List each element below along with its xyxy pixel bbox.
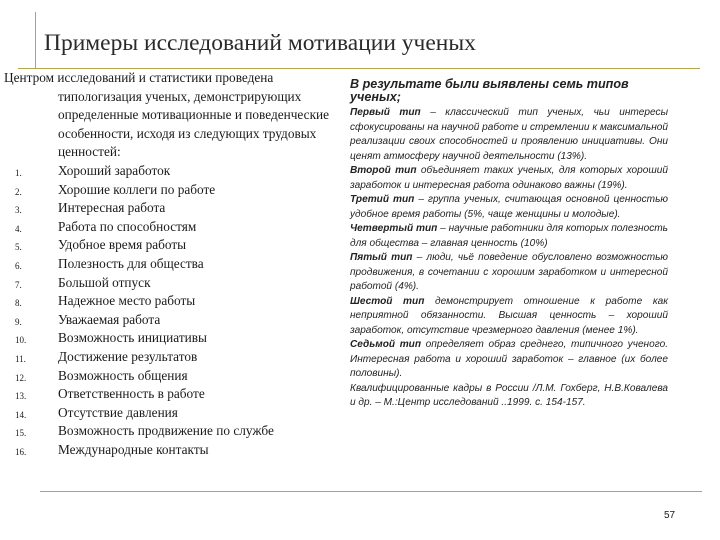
item-label: Возможность инициативы xyxy=(58,330,207,346)
item-number: 10. xyxy=(15,335,27,346)
item-number: 11. xyxy=(15,353,26,364)
item-number: 14. xyxy=(15,409,27,420)
footer-divider-line xyxy=(40,491,702,492)
type-name: Седьмой тип xyxy=(350,339,422,350)
item-label: Достижение результатов xyxy=(58,348,198,364)
source-citation: Квалифицированные кадры в России /Л.М. Гохберг, Н.В.Ковалева и др. – М.:Центр исследований ..1999. с. 154-157. xyxy=(350,382,668,408)
type-description: – люди, чьё поведение обусловлено возможностью продвижения, в сочетании с хорошим заработком и интересной работой (4%). xyxy=(350,252,668,292)
item-number: 6. xyxy=(15,260,22,271)
type-name: Пятый тип xyxy=(350,252,413,263)
item-label: Хороший заработок xyxy=(58,162,171,178)
list-item xyxy=(2,441,338,460)
slide-title: Примеры исследований мотивации ученых xyxy=(44,30,476,56)
item-label: Отсутствие давления xyxy=(58,404,178,420)
list-item xyxy=(2,367,338,386)
type-name: Шестой тип xyxy=(350,295,425,307)
list-item xyxy=(2,422,338,441)
values-column xyxy=(2,69,338,459)
list-item xyxy=(2,199,338,218)
type-paragraph xyxy=(350,164,668,193)
item-number: 15. xyxy=(15,428,27,439)
intro-paragraph: Центром исследований и статистики проведена типологизация ученых, демонстрирующих определенные мотивационные и поведенческие особенности, исходя из следующих трудовых ценностей: xyxy=(4,70,330,160)
item-label: Возможность продвижение по службе xyxy=(58,423,274,439)
item-label: Большой отпуск xyxy=(58,274,151,290)
item-number: 9. xyxy=(15,316,22,327)
values-list xyxy=(2,162,338,460)
list-item xyxy=(2,236,338,255)
item-number: 4. xyxy=(15,223,22,234)
item-number: 7. xyxy=(15,279,22,290)
type-description: – научные работники для которых полезность для общества – главная ценность (10%) xyxy=(350,223,668,249)
item-number: 12. xyxy=(15,372,27,383)
type-name: Четвертый тип xyxy=(350,223,438,234)
item-label: Уважаемая работа xyxy=(58,311,161,327)
type-paragraph xyxy=(350,193,668,222)
type-paragraph xyxy=(350,338,668,382)
type-description: демонстрирует отношение к работе как неприятной обязанности. Высшая ценность – хороший заработок, отсутствие чрезмерного давления (менее 1%). xyxy=(350,295,668,336)
type-name: Третий тип xyxy=(350,194,415,205)
item-label: Хорошие коллеги по работе xyxy=(58,181,216,197)
decorative-vertical-line xyxy=(35,12,36,68)
page-number: 57 xyxy=(664,510,676,521)
item-label: Международные контакты xyxy=(58,441,209,457)
type-description: – классический тип ученых, чьи интересы сфокусированы на научной работе и стремлении к максимальной реализации своих способностей и проявлению инициативы. Они ценят атмосферу научной деятельности (13%). xyxy=(350,107,668,162)
item-label: Работа по способностям xyxy=(58,218,197,234)
list-item xyxy=(2,274,338,293)
list-item xyxy=(2,385,338,404)
item-label: Полезность для общества xyxy=(58,255,204,271)
type-description: – группа ученых, считающая основной ценностью удобное время работы (5%, чаще женщины и молодые). xyxy=(350,194,668,220)
item-label: Интересная работа xyxy=(58,200,166,216)
item-number: 13. xyxy=(15,391,27,402)
item-label: Возможность общения xyxy=(58,367,188,383)
type-paragraph xyxy=(350,295,668,339)
types-heading: В результате были выявлены семь типов ученых; xyxy=(350,77,629,104)
item-number: 1. xyxy=(15,167,22,178)
type-description: объединяет таких ученых, для которых хороший заработок и интересная работа одинаково важны (19%). xyxy=(350,165,668,191)
item-number: 16. xyxy=(15,446,27,457)
item-number: 8. xyxy=(15,298,22,309)
types-column xyxy=(350,78,668,411)
type-description: определяет образ среднего, типичного ученого. Интересная работа и хороший заработок – главное (их более половины). xyxy=(350,339,669,379)
type-paragraph xyxy=(350,251,668,295)
list-item xyxy=(2,404,338,423)
list-item xyxy=(2,162,338,181)
item-label: Ответственность в работе xyxy=(58,386,205,402)
type-name: Первый тип xyxy=(350,107,421,118)
item-number: 2. xyxy=(15,186,22,197)
list-item xyxy=(2,292,338,311)
list-item xyxy=(2,255,338,274)
list-item xyxy=(2,218,338,237)
list-item xyxy=(2,329,338,348)
item-label: Удобное время работы xyxy=(58,237,187,253)
list-item xyxy=(2,181,338,200)
list-item xyxy=(2,311,338,330)
type-paragraph xyxy=(350,222,668,251)
list-item xyxy=(2,348,338,367)
item-label: Надежное место работы xyxy=(58,293,196,309)
item-number: 3. xyxy=(15,205,22,216)
type-paragraph xyxy=(350,106,668,164)
type-name: Второй тип xyxy=(350,165,417,176)
item-number: 5. xyxy=(15,242,22,253)
